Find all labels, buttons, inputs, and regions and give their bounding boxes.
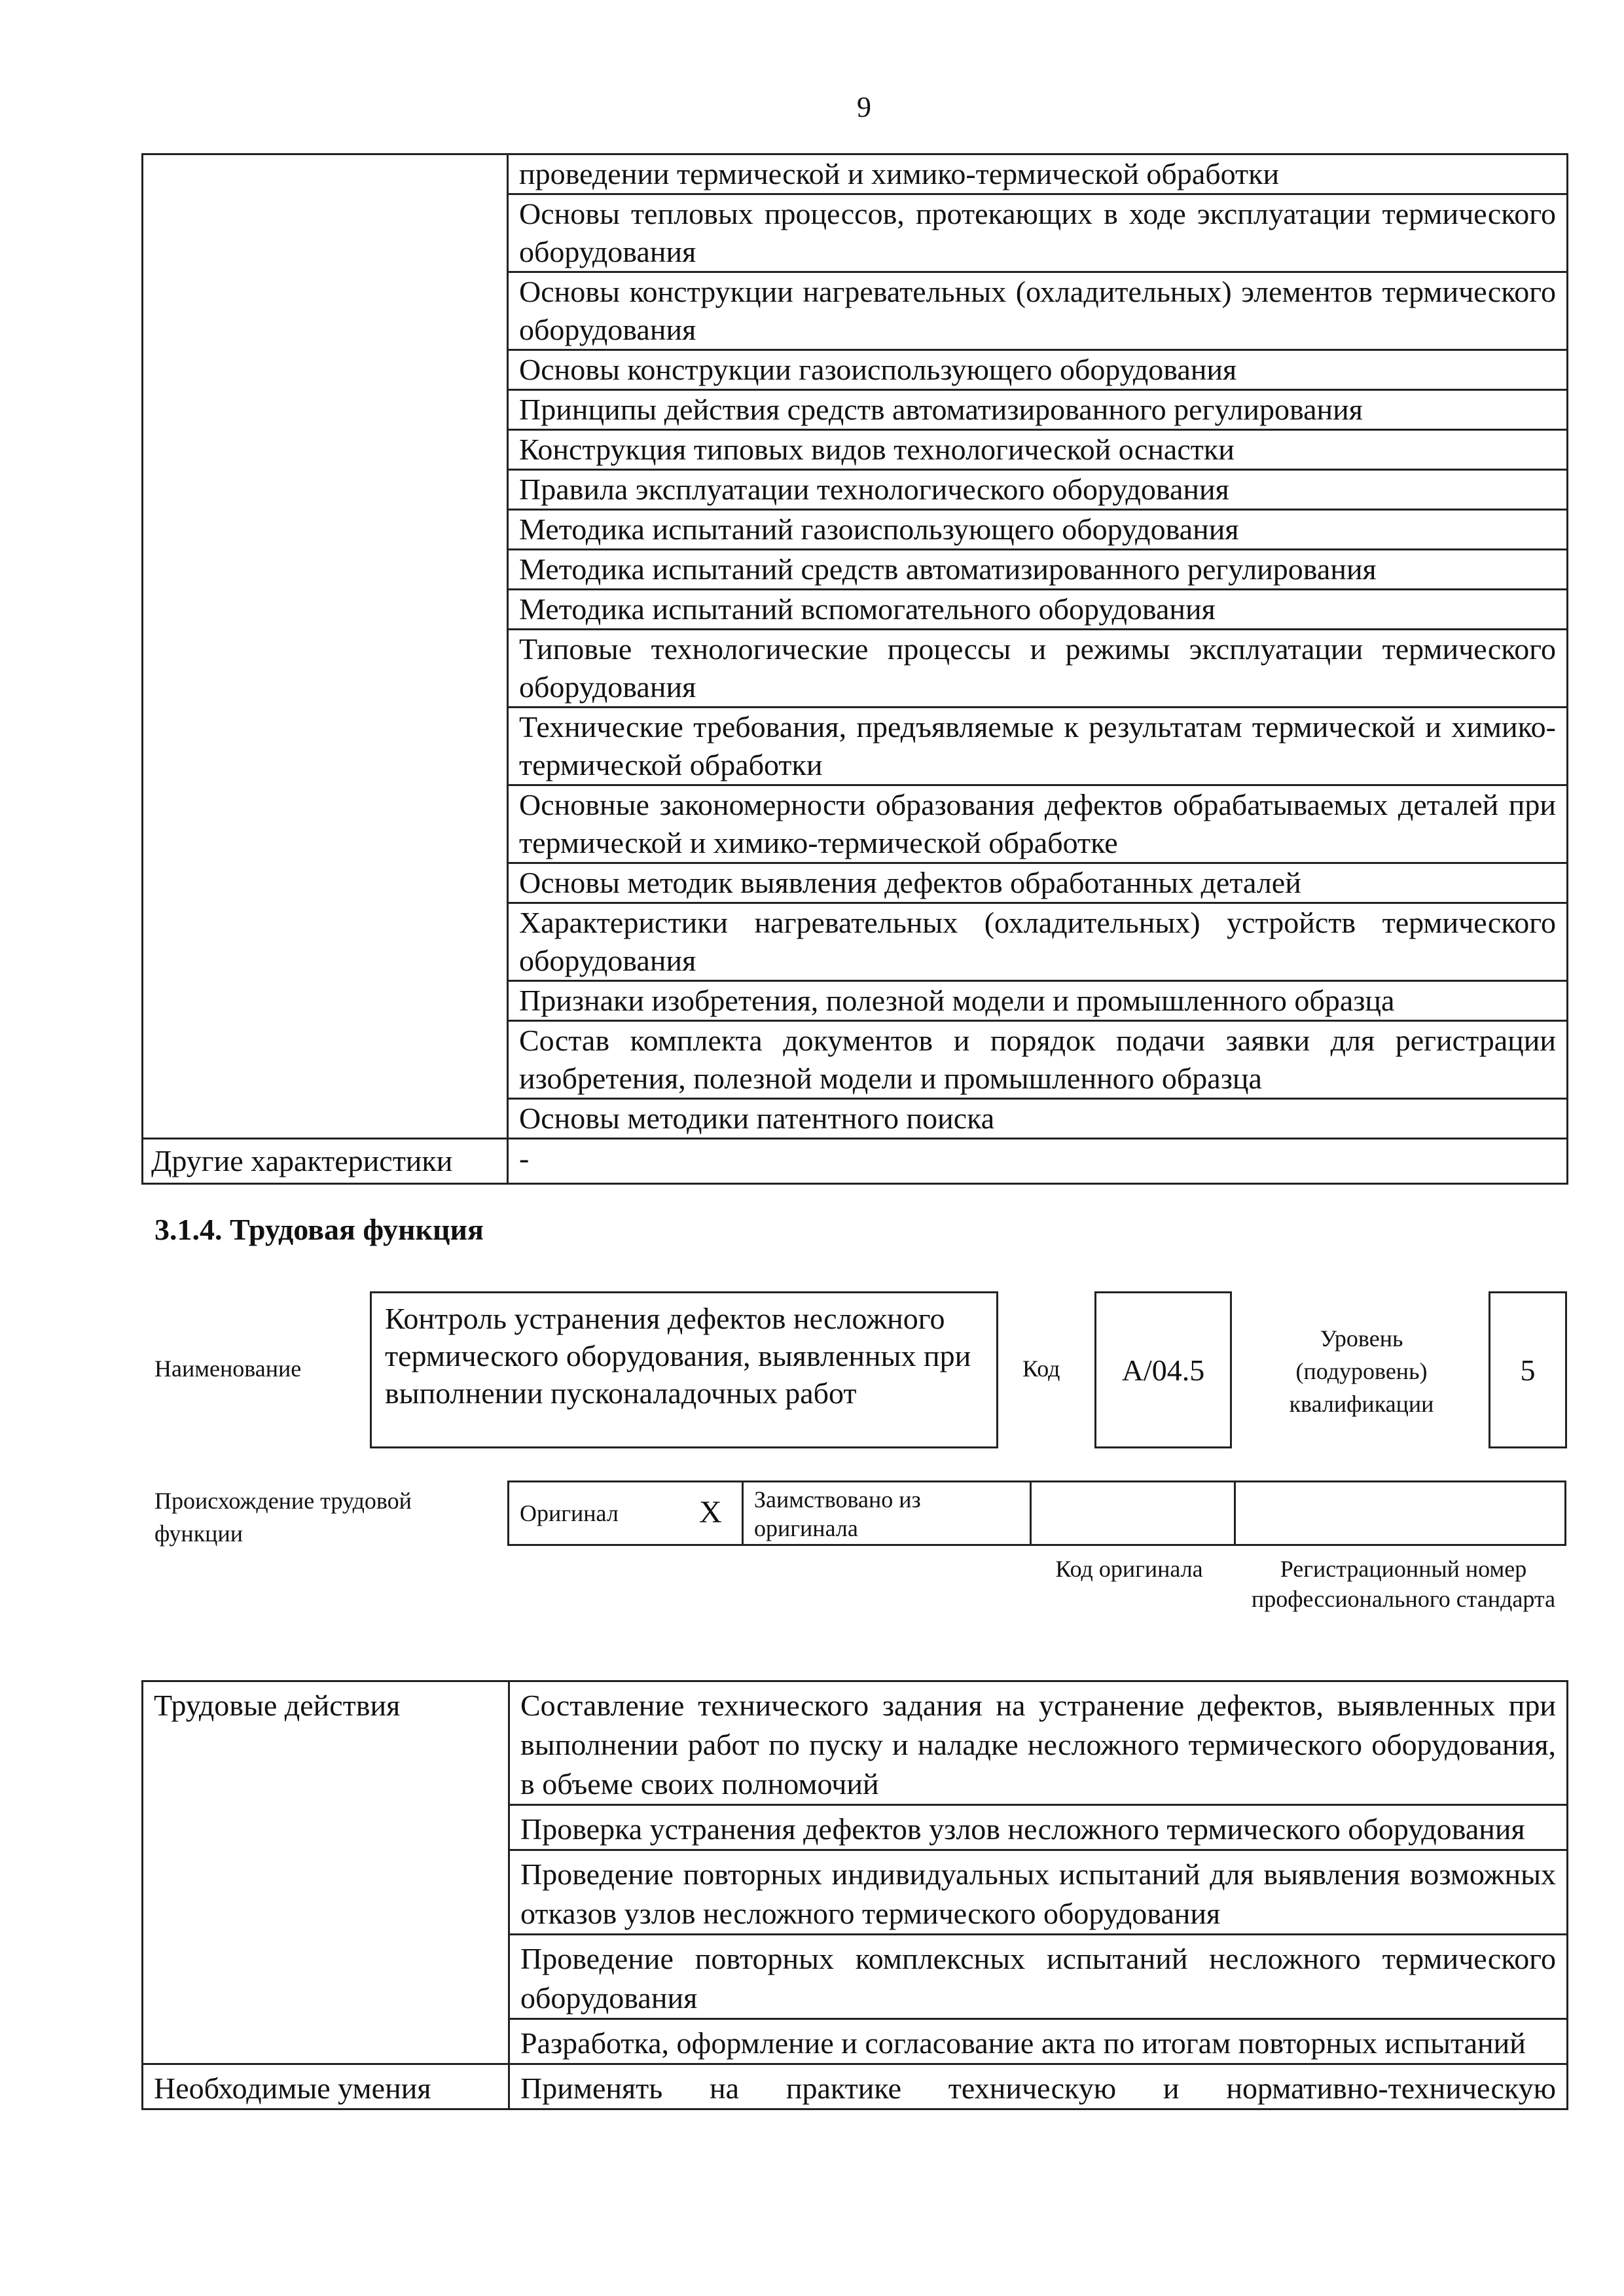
- table-row: [143, 154, 1568, 194]
- action-item: Составление технического задания на устранение дефектов, выявленных при выполнении работ по пуску и наладке несложного термического оборудования, в объеме своих полномочий: [509, 1681, 1568, 1805]
- function-level-box: 5: [1489, 1291, 1567, 1448]
- knowledge-item: Основные закономерности образования дефектов обрабатываемых деталей при термической и химико-термической обработке: [508, 785, 1568, 863]
- skill-item: Применять на практике техническую и нормативно-техническую: [509, 2064, 1568, 2109]
- code-original-caption: Код оригинала: [1055, 1556, 1203, 1582]
- knowledge-item: Основы тепловых процессов, протекающих в ходе эксплуатации термического оборудования: [508, 194, 1568, 272]
- name-label: Наименование: [154, 1355, 302, 1382]
- action-item: Проведение повторных комплексных испытаний несложного термического оборудования: [509, 1935, 1568, 2019]
- knowledge-item: Конструкция типовых видов технологической оснастки: [508, 430, 1568, 470]
- knowledge-item: проведении термической и химико-термической обработки: [508, 154, 1568, 194]
- other-characteristics-value: -: [508, 1139, 1568, 1184]
- origin-label: Происхождение трудовой функции: [154, 1488, 412, 1547]
- knowledge-item: Основы методик выявления дефектов обработанных деталей: [508, 863, 1568, 903]
- borrowed-label: Заимствовано из оригинала: [754, 1486, 921, 1541]
- knowledge-item: Основы конструкции газоиспользующего оборудования: [508, 350, 1568, 390]
- knowledge-item: Методика испытаний газоиспользующего оборудования: [508, 510, 1568, 550]
- original-label: Оригинал: [520, 1500, 619, 1526]
- knowledge-item: Основы конструкции нагревательных (охладительных) элементов термического оборудования: [508, 272, 1568, 350]
- table-row: [143, 1681, 1568, 1805]
- knowledge-item: Характеристики нагревательных (охладительных) устройств термического оборудования: [508, 903, 1568, 981]
- knowledge-item: Методика испытаний вспомогательного оборудования: [508, 590, 1568, 630]
- action-item: Проведение повторных индивидуальных испытаний для выявления возможных отказов узлов несложного термического оборудования: [509, 1850, 1568, 1935]
- divider: [1234, 1480, 1236, 1546]
- actions-label: Трудовые действия: [143, 1681, 509, 2064]
- reg-number-caption: Регистрационный номер профессионального стандарта: [1251, 1556, 1556, 1612]
- table-row: [143, 1139, 1568, 1184]
- skills-label: Необходимые умения: [143, 2064, 509, 2109]
- original-mark: X: [699, 1495, 722, 1530]
- knowledge-item: Правила эксплуатации технологического оборудования: [508, 470, 1568, 510]
- knowledge-item: Методика испытаний средств автоматизированного регулирования: [508, 550, 1568, 590]
- function-code-box: A/04.5: [1094, 1291, 1232, 1448]
- action-item: Разработка, оформление и согласование акта по итогам повторных испытаний: [509, 2019, 1568, 2064]
- knowledge-item: Признаки изобретения, полезной модели и промышленного образца: [508, 981, 1568, 1021]
- section-heading: 3.1.4. Трудовая функция: [154, 1213, 484, 1246]
- other-characteristics-label: Другие характеристики: [143, 1139, 508, 1184]
- code-label: Код: [1022, 1355, 1060, 1382]
- knowledge-item: Принципы действия средств автоматизированного регулирования: [508, 390, 1568, 430]
- function-name-box: Контроль устранения дефектов несложного термического оборудования, выявленных при выполнении пусконаладочных работ: [370, 1291, 998, 1448]
- table-row: [143, 2064, 1568, 2109]
- action-item: Проверка устранения дефектов узлов несложного термического оборудования: [509, 1805, 1568, 1850]
- knowledge-table: [141, 153, 1568, 1185]
- knowledge-item: Основы методики патентного поиска: [508, 1099, 1568, 1139]
- origin-table: [507, 1480, 1566, 1546]
- knowledge-item: Типовые технологические процессы и режимы эксплуатации термического оборудования: [508, 630, 1568, 708]
- level-label: Уровень (подуровень) квалификации: [1289, 1325, 1434, 1417]
- actions-table: [141, 1680, 1568, 2110]
- page-number: 9: [857, 91, 871, 123]
- knowledge-item: Технические требования, предъявляемые к результатам термической и химико-термической обработки: [508, 708, 1568, 785]
- knowledge-label-cell: [143, 154, 508, 1139]
- divider: [742, 1480, 744, 1546]
- divider: [1030, 1480, 1032, 1546]
- knowledge-item: Состав комплекта документов и порядок подачи заявки для регистрации изобретения, полезной модели и промышленного образца: [508, 1021, 1568, 1099]
